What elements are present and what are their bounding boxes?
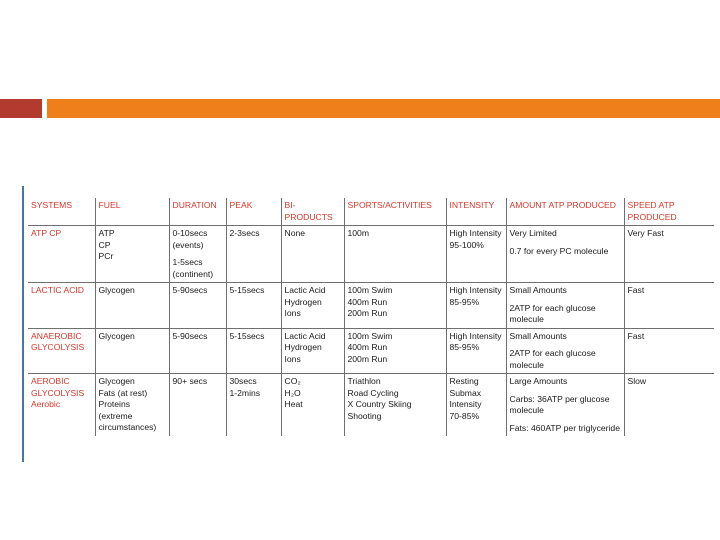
cell-text: Fats (at rest) (98, 387, 148, 398)
cell-text: Glycogen (98, 330, 135, 341)
cell-text: Intensity (449, 399, 482, 409)
cell-text: 2-3secs (229, 228, 260, 238)
fuel-cell (95, 226, 169, 283)
intensity-cell (446, 226, 506, 283)
system-name: LACTIC ACID (28, 283, 95, 329)
cell-text: High Intensity 95-100% (449, 228, 502, 250)
activities-cell (344, 374, 446, 437)
cell-text: Shooting (347, 410, 382, 421)
duration-cell (169, 328, 226, 374)
peak-cell (226, 283, 281, 329)
cell-text: Glycogen (98, 285, 135, 295)
cell-text: 400m Run (347, 342, 388, 352)
fuel-cell (95, 374, 169, 437)
cell-text: 70-85% (449, 410, 480, 421)
column-header: PEAK (226, 198, 281, 226)
cell-text: High Intensity 85-95% (449, 330, 502, 352)
atp-amount-cell (506, 226, 624, 283)
cell-text: Very Fast (627, 228, 664, 238)
column-header: SPEED ATP PRODUCED (624, 198, 714, 226)
system-name: ANAEROBIC GLYCOLYSIS (28, 328, 95, 374)
cell-text: Ions (284, 353, 301, 364)
cell-text: Hydrogen (284, 342, 322, 352)
cell-text: 100m Swim (347, 330, 393, 341)
cell-text: 5-90secs (172, 330, 208, 341)
cell-text: 5-90secs (172, 285, 208, 295)
atp-amount-cell (506, 374, 624, 437)
cell-text: Road Cycling (347, 387, 399, 398)
cell-text: Ions (284, 308, 301, 318)
column-header: INTENSITY (446, 198, 506, 226)
table-header-row (28, 198, 714, 226)
cell-text: 1-5secs (continent) (172, 257, 214, 279)
intensity-cell (446, 328, 506, 374)
cell-text: High Intensity 85-95% (449, 285, 502, 307)
energy-systems-table (28, 198, 714, 436)
table-row (28, 226, 714, 283)
duration-cell (169, 283, 226, 329)
column-header: SPORTS/ACTIVITIES (344, 198, 446, 226)
cell-text: 1-2mins (229, 387, 261, 398)
cell-text: CP (98, 239, 111, 250)
cell-text: Carbs: 36ATP per glucose molecule (509, 393, 610, 415)
byproducts-cell (281, 226, 344, 283)
cell-text: 0-10secs (events) (172, 228, 208, 250)
activities-cell (344, 226, 446, 283)
atp-speed-cell (624, 328, 714, 374)
cell-text: H₂O (284, 387, 301, 398)
cell-text: 0.7 for every PC molecule (509, 245, 609, 256)
atp-amount-cell (506, 328, 624, 374)
column-header: DURATION (169, 198, 226, 226)
fuel-cell (95, 328, 169, 374)
duration-cell (169, 374, 226, 437)
peak-cell (226, 226, 281, 283)
cell-text: 2ATP for each glucose molecule (509, 302, 596, 324)
cell-text: Hydrogen (284, 296, 322, 307)
cell-text: 5-15secs (229, 330, 265, 341)
cell-text: Triathlon (347, 376, 381, 386)
atp-amount-cell (506, 283, 624, 329)
cell-text: Lactic Acid (284, 285, 326, 295)
cell-text: Small Amounts (509, 330, 567, 341)
cell-text: Proteins (extreme circumstances) (98, 399, 157, 432)
cell-text: 100m Swim (347, 285, 393, 295)
cell-text: 5-15secs (229, 285, 265, 295)
cell-text: Large Amounts (509, 376, 568, 386)
cell-text: Very Limited (509, 228, 557, 238)
cell-text: Fast (627, 285, 645, 295)
cell-text: 90+ secs (172, 376, 208, 386)
cell-text: 100m (347, 228, 369, 238)
column-header: FUEL (95, 198, 169, 226)
atp-speed-cell (624, 226, 714, 283)
intensity-cell (446, 374, 506, 437)
byproducts-cell (281, 374, 344, 437)
cell-text: 2ATP for each glucose molecule (509, 348, 596, 370)
cell-text: Slow (627, 376, 647, 386)
table-row (28, 374, 714, 437)
peak-cell (226, 328, 281, 374)
column-header: AMOUNT ATP PRODUCED (506, 198, 624, 226)
column-header: BI-PRODUCTS (281, 198, 344, 226)
atp-speed-cell (624, 374, 714, 437)
cell-text: PCr (98, 251, 114, 261)
column-header: SYSTEMS (28, 198, 95, 226)
cell-text: ATP (98, 228, 115, 238)
byproducts-cell (281, 283, 344, 329)
cell-text: X Country Skiing (347, 399, 412, 409)
cell-text: Small Amounts (509, 285, 567, 295)
cell-text: Fats: 460ATP per triglyceride (509, 422, 620, 433)
cell-text: 400m Run (347, 296, 388, 307)
peak-cell (226, 374, 281, 437)
accent-bar-red (0, 99, 42, 118)
left-divider-line (22, 186, 24, 462)
fuel-cell (95, 283, 169, 329)
cell-text: Submax (449, 387, 482, 398)
cell-text: Resting (449, 376, 479, 386)
cell-text: 200m Run (347, 308, 388, 318)
activities-cell (344, 328, 446, 374)
system-name: AEROBIC GLYCOLYSIS Aerobic (28, 374, 95, 437)
cell-text: Fast (627, 330, 645, 341)
byproducts-cell (281, 328, 344, 374)
duration-cell (169, 226, 226, 283)
cell-text: Heat (284, 399, 303, 409)
cell-text: None (284, 228, 306, 238)
cell-text: 30secs (229, 376, 257, 386)
system-name: ATP CP (28, 226, 95, 283)
table-row (28, 283, 714, 329)
intensity-cell (446, 283, 506, 329)
cell-text: CO₂ (284, 376, 301, 386)
activities-cell (344, 283, 446, 329)
atp-speed-cell (624, 283, 714, 329)
table-row (28, 328, 714, 374)
cell-text: Lactic Acid (284, 330, 326, 341)
cell-text: 200m Run (347, 353, 388, 364)
cell-text: Glycogen (98, 376, 135, 386)
accent-bar-orange (47, 99, 720, 118)
